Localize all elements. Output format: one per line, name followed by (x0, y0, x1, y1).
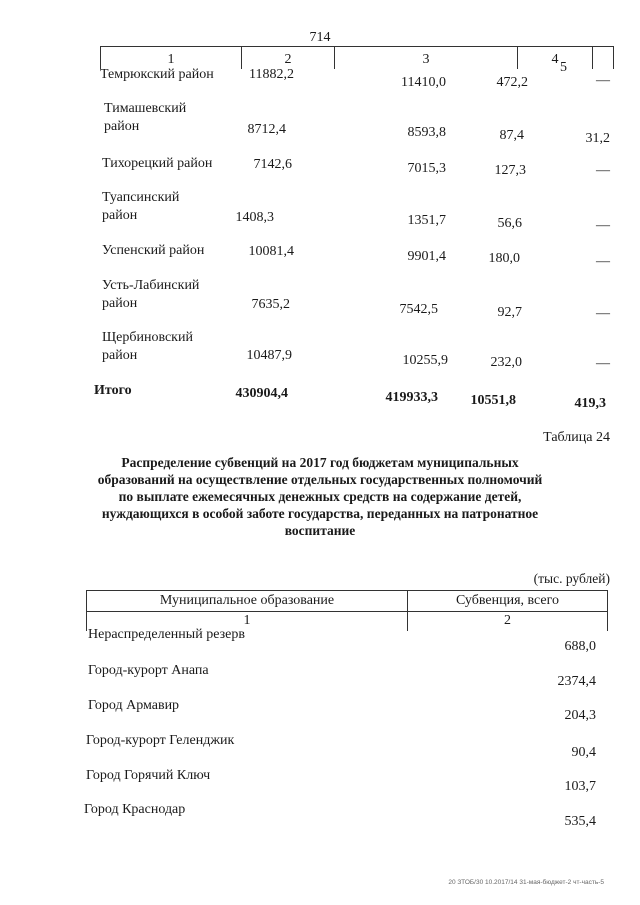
table1-row-name: Усть-Лабинский район (102, 278, 200, 311)
table2-col-subvention: Субвенция, всего (455, 593, 560, 608)
table1-col-4: 4 (517, 47, 592, 69)
table1-cell-c5: — (596, 73, 610, 88)
table-caption: Таблица 24 (543, 430, 610, 445)
table1-total-c3: 419933,3 (385, 390, 438, 405)
table1-total-c5: 419,3 (574, 396, 606, 411)
table1-cell-c5: — (596, 356, 610, 371)
table1-cell-c2: 10487,9 (246, 348, 292, 363)
page-number: 714 (309, 30, 331, 45)
table1-cell-c4: 127,3 (494, 163, 526, 178)
table1-cell-c5: — (596, 254, 610, 269)
table2-row-value: 688,0 (564, 639, 596, 654)
table2-col-num-1: 1 (243, 613, 251, 628)
table1-row-name: Щербиновский район (102, 330, 193, 363)
table1-cell-c5: — (596, 306, 610, 321)
table2-column-divider (407, 591, 408, 631)
table2-row-value: 2374,4 (557, 674, 596, 689)
table2-col-num-2: 2 (504, 613, 511, 628)
units-label: (тыс. рублей) (533, 571, 610, 586)
table2-header-row (87, 591, 607, 612)
table2-row-name: Город Краснодар (84, 802, 186, 817)
table2-row-name: Город-курорт Геленджик (86, 733, 235, 748)
table1-cell-c2: 10081,4 (248, 244, 294, 259)
table1-cell-c2: 8712,4 (247, 122, 286, 137)
table1-cell-c2: 7142,6 (253, 157, 292, 172)
table1-cell-c2: 1408,3 (235, 210, 274, 225)
table1-col-5 (592, 47, 614, 69)
table1-cell-c4: 180,0 (488, 251, 520, 266)
table1-total-c2: 430904,4 (235, 386, 288, 401)
footer-file-path: 20 ЗТОБ/30 10.2017/14 31-мая-бюджет-2 чт-часть-5 (448, 879, 604, 886)
table1-cell-c3: 10255,9 (402, 353, 448, 368)
table1-row-name: Туапсинский район (102, 190, 180, 223)
table1-col-1: 1 (167, 52, 175, 67)
table1-cell-c4: 472,2 (496, 75, 528, 90)
table1-row-name: Тимашевский район (104, 101, 187, 134)
table1-row-name: Успенский район (102, 243, 205, 258)
table1-cell-c4: 92,7 (497, 305, 522, 320)
table1-cell-c3: 7015,3 (407, 161, 446, 176)
table1-total-label: Итого (94, 383, 132, 398)
table2-row-value: 103,7 (564, 779, 596, 794)
table1-cell-c3: 1351,7 (407, 213, 446, 228)
table-title: Распределение субвенций на 2017 год бюджетам муниципальных образований на осуществление отдельных государственных полномочий по выплате ежемесячных денежных средств на содержание детей, нуждающихся в особой заботе государства, переданных на патронатное воспитание (97, 455, 543, 538)
table2-col-municipality: Муниципальное образование (159, 593, 335, 608)
table2-row-name: Город Армавир (88, 698, 180, 713)
table1-row-name: Темрюкский район (100, 67, 214, 82)
table2-row-value: 204,3 (564, 708, 596, 723)
table2-header (86, 590, 608, 631)
table1-cell-c4: 56,6 (497, 216, 522, 231)
table1-cell-c3: 8593,8 (407, 125, 446, 140)
table2-row-name: Город Горячий Ключ (86, 768, 211, 783)
table1-cell-c4: 232,0 (490, 355, 522, 370)
table1-cell-c3: 7542,5 (399, 302, 438, 317)
table1-col-5-label: 5 (560, 60, 567, 75)
table1-col-3: 3 (334, 47, 517, 69)
table1-cell-c5: — (596, 218, 610, 233)
table1-cell-c2: 7635,2 (251, 297, 290, 312)
table1-total-c4: 10551,8 (470, 393, 516, 408)
table1-cell-c5: 31,2 (585, 131, 610, 146)
table1-row-name: Тихорецкий район (102, 156, 213, 171)
table2-row-value: 90,4 (571, 745, 596, 760)
table1-cell-c5: — (596, 163, 610, 178)
table1-col-2: 2 (241, 47, 334, 69)
table1-cell-c3: 9901,4 (407, 249, 446, 264)
table2-row-value: 535,4 (564, 814, 596, 829)
table1-cell-c3: 11410,0 (401, 75, 446, 90)
table2-row-name: Город-курорт Анапа (88, 663, 209, 678)
table1-cell-c4: 87,4 (499, 128, 524, 143)
table1-cell-c2: 11882,2 (249, 67, 294, 82)
table2-row-name: Нераспределенный резерв (88, 627, 245, 642)
